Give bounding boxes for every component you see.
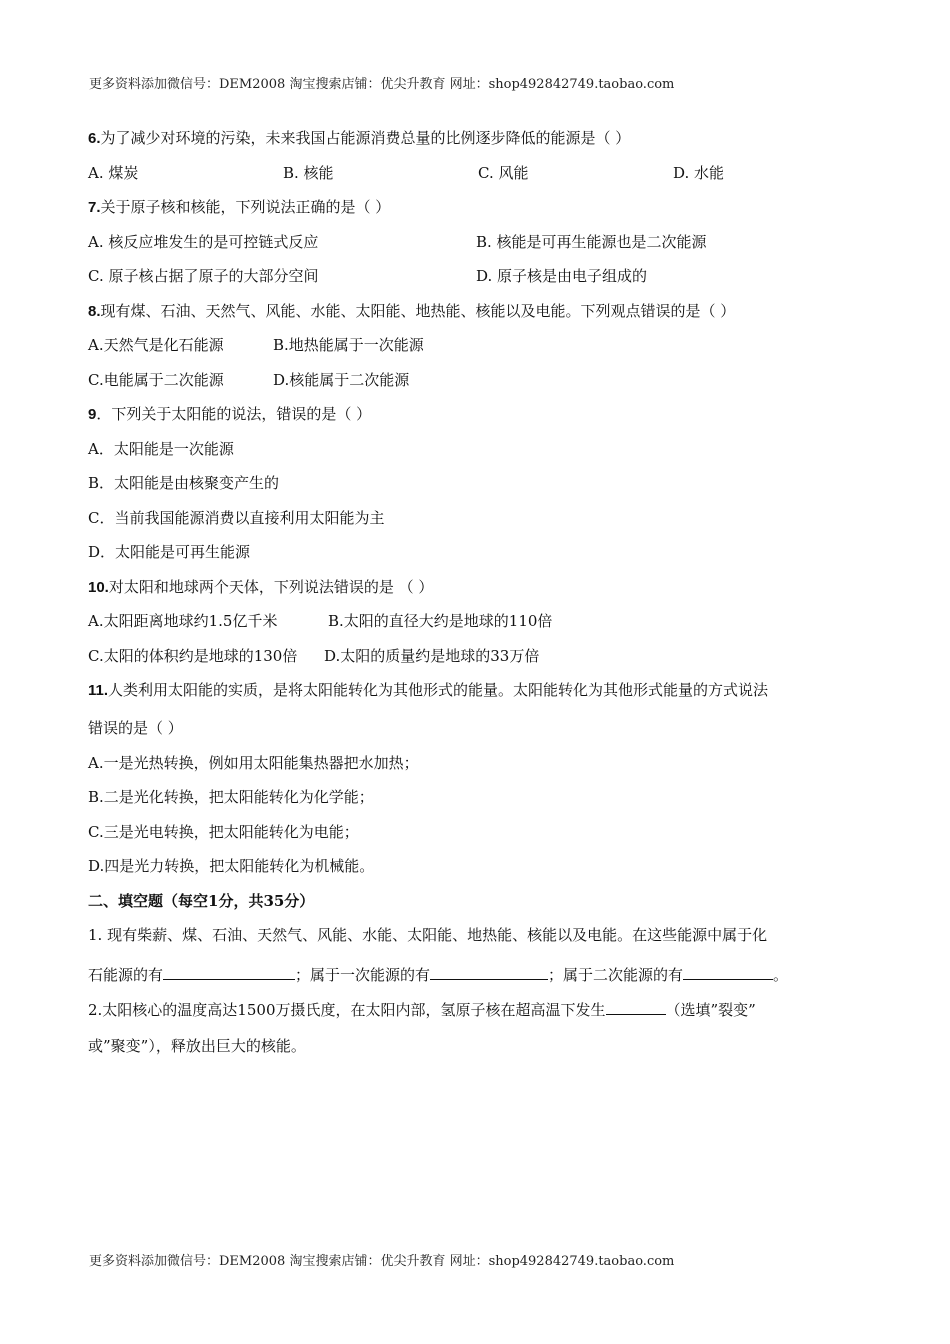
option-d: D. 原子核是由电子组成的 [476, 267, 648, 285]
question-7-options-ab [88, 232, 878, 267]
question-text: 关于原子核和核能，下列说法正确的是（ ） [100, 198, 391, 216]
question-11 [88, 680, 878, 718]
question-7 [88, 197, 878, 232]
option-d: D.太阳的质量约是地球的33万倍 [324, 646, 540, 665]
option-a: A. 煤炭 [88, 163, 139, 182]
question-11-text-cont: 错误的是（ ） [88, 719, 183, 737]
question-6-options [88, 163, 878, 198]
fill-text: ；属于一次能源的有 [295, 966, 431, 984]
option-a: A.太阳距离地球约1.5亿千米 [88, 612, 278, 630]
question-text: ．下列关于太阳能的说法，错误的是（ ） [96, 405, 372, 423]
option-a: A. 核反应堆发生的是可控链式反应 [88, 232, 319, 251]
question-number: 11. [88, 682, 109, 699]
option-a: A.一是光热转换，例如用太阳能集热器把水加热； [88, 753, 419, 772]
option-b: B．太阳能是由核聚变产生的 [88, 474, 280, 492]
option-b: B.地热能属于一次能源 [273, 336, 424, 354]
option-b: B.二是光化转换，把太阳能转化为化学能； [88, 788, 374, 806]
answer-blank [683, 963, 773, 980]
option-d: D．太阳能是可再生能源 [88, 543, 251, 561]
question-8 [88, 301, 878, 336]
question-number: 6. [88, 130, 101, 147]
option-c: C.太阳的体积约是地球的130倍 [88, 646, 298, 665]
fill-question-2 [88, 998, 878, 1036]
question-text: 对太阳和地球两个天体，下列说法错误的是 （ ） [108, 577, 434, 596]
question-8-options-ab [88, 335, 878, 370]
question-7-options-cd [88, 266, 878, 301]
answer-blank [163, 963, 295, 980]
section-title: 二、填空题（每空1分，共35分） [88, 891, 315, 910]
question-text: 人类利用太阳能的实质，是将太阳能转化为其他形式的能量。太阳能转化为其他形式能量的方式说法 [108, 681, 769, 699]
option-c: C. 风能 [478, 163, 529, 182]
option-b: B. 核能是可再生能源也是二次能源 [476, 232, 707, 251]
page-footer: 更多资料添加微信号：DEM2008 淘宝搜索店铺：优尖升教育 网址：shop492842749.taobao.com [89, 1254, 675, 1269]
option-a: A．太阳能是一次能源 [88, 439, 234, 458]
fill-text: 2.太阳核心的温度高达1500万摄氏度，在太阳内部，氢原子核在超高温下发生 [88, 1000, 606, 1019]
option-d: D. 水能 [673, 163, 725, 182]
option-c: C．当前我国能源消费以直接利用太阳能为主 [88, 508, 385, 527]
option-d: D.核能属于二次能源 [273, 370, 410, 389]
question-number: 7. [88, 199, 101, 216]
page-header: 更多资料添加微信号：DEM2008 淘宝搜索店铺：优尖升教育 网址：shop492842749.taobao.com [89, 77, 675, 92]
option-c: C.三是光电转换，把太阳能转化为电能； [88, 822, 359, 841]
question-text: 现有煤、石油、天然气、风能、水能、太阳能、地热能、核能以及电能。下列观点错误的是（ ） [100, 301, 736, 320]
question-10-options-cd [88, 646, 878, 681]
question-9 [88, 404, 878, 439]
fill-question-1: 1. 现有柴薪、煤、石油、天然气、风能、水能、太阳能、地热能、核能以及电能。在这些能源中属于化 [88, 926, 768, 944]
question-text: 为了减少对环境的污染，未来我国占能源消费总量的比例逐步降低的能源是（ ） [100, 129, 631, 147]
question-10 [88, 577, 878, 612]
fill-text: ；属于二次能源的有 [548, 966, 684, 984]
fill-question-1-cont [88, 963, 878, 998]
option-b: B. 核能 [283, 163, 334, 182]
option-b: B.太阳的直径大约是地球的110倍 [328, 612, 553, 630]
question-content [88, 128, 878, 1070]
question-10-options-ab [88, 611, 878, 646]
fill-text: 。 [773, 966, 789, 984]
option-d: D.四是光力转换，把太阳能转化为机械能。 [88, 857, 375, 875]
question-number: 9 [88, 406, 97, 423]
option-c: C.电能属于二次能源 [88, 370, 224, 389]
answer-blank [430, 963, 548, 980]
question-number: 8. [88, 302, 101, 320]
fill-text: 石能源的有 [88, 966, 164, 984]
option-a: A.天然气是化石能源 [88, 336, 224, 354]
option-c: C. 原子核占据了原子的大部分空间 [88, 267, 319, 285]
answer-blank [606, 998, 666, 1015]
fill-question-2-cont: 或”聚变”），释放出巨大的核能。 [88, 1036, 306, 1055]
question-6 [88, 128, 878, 163]
fill-text: （选填”裂变” [665, 1000, 756, 1019]
question-8-options-cd [88, 370, 878, 405]
question-number: 10. [88, 578, 109, 596]
